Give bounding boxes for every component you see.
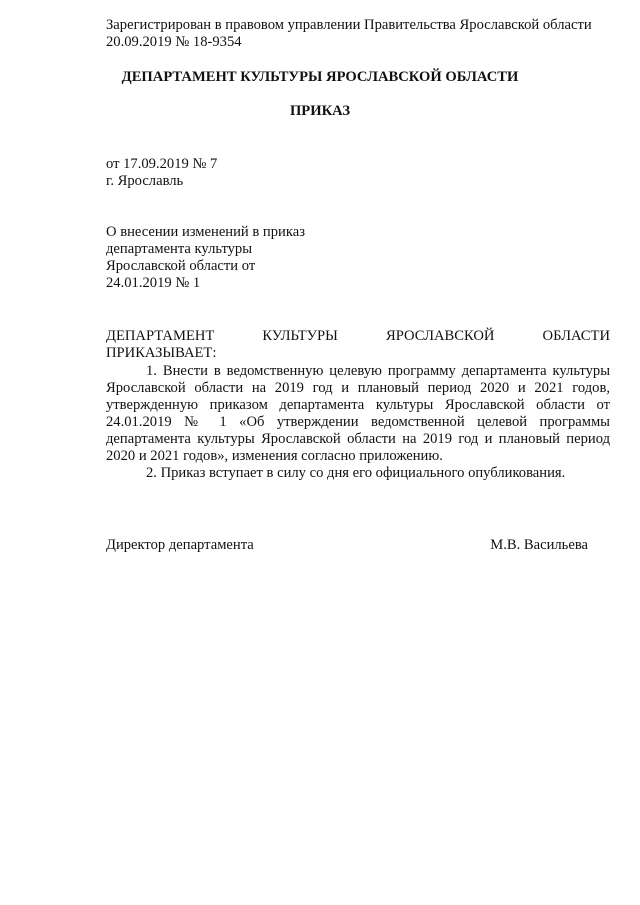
order-date-number: от 17.09.2019 № 7 (106, 156, 218, 172)
registration-line-1: Зарегистрирован в правовом управлении Правительства Ярославской области (106, 17, 592, 33)
document-type-title: ПРИКАЗ (289, 103, 351, 119)
department-title: ДЕПАРТАМЕНТ КУЛЬТУРЫ ЯРОСЛАВСКОЙ ОБЛАСТИ (121, 69, 519, 85)
order-info (106, 156, 610, 190)
order-paragraph-2: 2. Приказ вступает в силу со дня его официального опубликования. (146, 465, 566, 481)
registration-line-2: 20.09.2019 № 18-9354 (106, 34, 242, 50)
order-paragraph-1: 1. Внести в ведомственную целевую программу департамента культуры Ярославской области на 2019 год и плановый период 2020 и 2021 годов, утвержденную приказом департамента культуры Ярославской области от 24.01.2019 № 1 «Об утверждении ведомственной целевой программы департамента культуры Ярославской области на 2019 год и плановый период 2020 и 2021 годов», изменения согласно приложению. (106, 363, 610, 464)
subject-line-4: 24.01.2019 № 1 (106, 275, 201, 291)
order-body (106, 363, 610, 482)
subject-line-1: О внесении изменений в приказ (106, 224, 305, 240)
subject-line-3: Ярославской области от (106, 258, 256, 274)
registration-note (106, 17, 610, 51)
signatory-name: М.В. Васильева (490, 537, 588, 553)
order-subject (106, 224, 346, 292)
signatory-position: Директор департамента (106, 537, 254, 553)
order-city: г. Ярославль (106, 173, 184, 189)
order-intro-line-1: ДЕПАРТАМЕНТ КУЛЬТУРЫ ЯРОСЛАВСКОЙ ОБЛАСТИ (106, 328, 610, 344)
subject-line-2: департамента культуры (106, 241, 253, 257)
order-intro-line-2: ПРИКАЗЫВАЕТ: (106, 345, 217, 361)
